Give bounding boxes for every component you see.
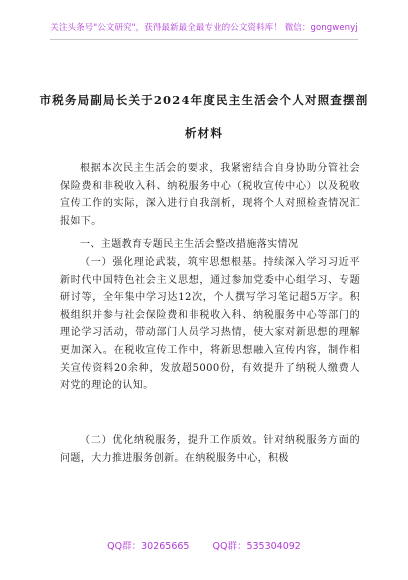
footer-contacts — [0, 538, 408, 552]
body-paragraph-theory: （一）强化理论武装，筑牢思想根基。持续深入学习习近平新时代中国特色社会主义思想，通过参加党委中心组学习、专题研讨等，全年集中学习达12次，个人撰写学习笔记超5万字。积极组织并参与社会保险费和非税收入科、纳税服务中心等部门的理论学习活动，带动部门人员学习热情，使大家对新思想的理解更加深入。在税收宣传工作中，将新思想融入宣传内容，制作相关宣传资料20余种，发放超5000份，有效提升了纳税人缴费人对党的理论的认知。 — [60, 257, 360, 392]
footer-qq-group-2: QQ群：535304092 — [212, 541, 301, 552]
header-banner: 关注头条号"公文研究"，获得最新最全最专业的公文资料库！ 微信：gongwenyj — [50, 23, 358, 33]
section-heading: 一、主题教育专题民主生活会整改措施落实情况 — [80, 239, 299, 250]
body-paragraph-service: （二）优化纳税服务，提升工作质效。针对纳税服务方面的问题，大力推进服务创新。在纳税服务中心，积极 — [60, 435, 360, 464]
header-divider — [50, 39, 358, 40]
document-title-line-1: 市税务局副局长关于2024年度民主生活会个人对照查摆剖 — [39, 93, 369, 107]
document-title-line-2: 析材料 — [184, 126, 224, 140]
footer-qq-group-1: QQ群：30265665 — [107, 541, 190, 552]
body-paragraph-intro: 根据本次民主生活会的要求，我紧密结合自身协助分管社会保险费和非税收入科、纳税服务中心（税收宣传中心）以及税收宣传工作的实际，深入进行自我剖析，现将个人对照检查情况汇报如下。 — [60, 163, 360, 227]
